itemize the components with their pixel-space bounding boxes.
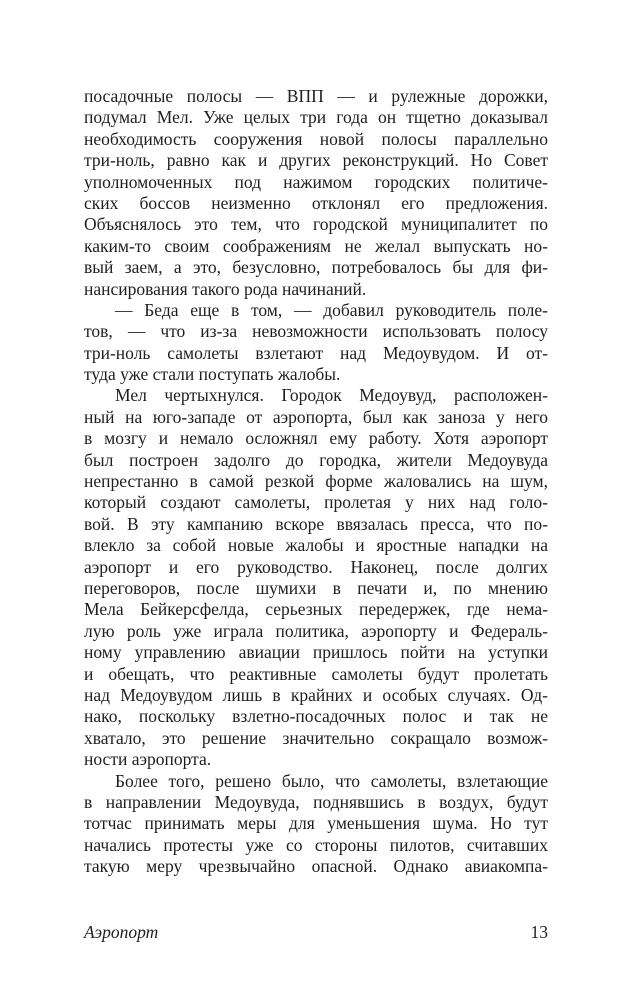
text-line: нансирования такого рода начинаний. xyxy=(84,278,367,299)
text-line: Более того, решено было, что самолеты, взлетающие xyxy=(115,770,548,791)
text-line: переговоров, после шумихи в печати и, по мнению xyxy=(84,577,548,598)
text-line: три-ноль самолеты взлетают над Медоувудом. И от- xyxy=(84,342,548,363)
text-line: посадочные полосы — ВПП — и рулежные дорожки, xyxy=(84,86,548,106)
text-line: три-ноль, равно как и других реконструкций. Но Совет xyxy=(84,150,548,171)
text-line: тотчас принимать меры для уменьшения шума. Но тут xyxy=(84,813,548,834)
text-line: вый заем, а это, безусловно, потребовалось бы для фи- xyxy=(84,257,548,278)
text-line: ный на юго-западе от аэропорта, был как заноза у него xyxy=(84,406,548,427)
text-line: туда уже стали поступать жалобы. xyxy=(84,364,341,385)
text-line: аэропорт и его руководство. Наконец, после долгих xyxy=(84,556,548,577)
text-line: Мела Бейкерсфелда, серьезных передержек, где нема- xyxy=(84,599,548,620)
page-number: 13 xyxy=(530,922,548,942)
text-line: над Медоувудом лишь в крайних и особых случаях. Од- xyxy=(84,684,548,705)
text-line: начались протесты уже со стороны пилотов, считавших xyxy=(84,834,548,855)
text-line: нако, поскольку взлетно-посадочных полос и так не xyxy=(84,706,548,727)
text-line: Объяснялось это тем, что городской муниципалитет по xyxy=(84,214,548,235)
text-line: подумал Мел. Уже целых три года он тщетно доказывал xyxy=(84,107,548,128)
text-line: в мозгу и немало осложнял ему работу. Хотя аэропорт xyxy=(84,428,548,449)
text-line: и обещать, что реактивные самолеты будут пролетать xyxy=(84,663,548,684)
text-line: Мел чертыхнулся. Городок Медоувуд, расположен- xyxy=(115,385,548,406)
page-body-text xyxy=(84,86,548,877)
text-line: ности аэропорта. xyxy=(84,749,212,770)
text-line: вой. В эту кампанию вскоре ввязалась пресса, что по- xyxy=(84,513,548,534)
text-line: такую меру чрезвычайно опасной. Однако авиакомпа- xyxy=(84,856,548,877)
text-line: в направлении Медоувуда, поднявшись в воздух, будут xyxy=(84,791,548,812)
text-line: ских боссов неизменно отклонял его предложения. xyxy=(84,192,548,213)
text-line: ному управлению авиации пришлось пойти на уступки xyxy=(84,642,548,663)
page-footer xyxy=(84,921,548,943)
text-line: уполномоченных под нажимом городских политиче- xyxy=(84,171,548,192)
text-line: влекло за собой новые жалобы и яростные нападки на xyxy=(84,535,548,556)
text-line: непрестанно в самой резкой форме жаловались на шум, xyxy=(84,471,548,492)
text-line: каким-то своим соображениям не желал выпускать но- xyxy=(84,235,548,256)
text-line: тов, — что из-за невозможности использовать полосу xyxy=(84,321,548,342)
text-line: лую роль уже играла политика, аэропорту и Федераль- xyxy=(84,620,548,641)
text-line: необходимость сооружения новой полосы параллельно xyxy=(84,128,548,149)
running-title: Аэропорт xyxy=(84,922,159,942)
text-line: был построен задолго до городка, жители Медоувуда xyxy=(84,449,548,470)
text-line: хватало, это решение значительно сокращало возмож- xyxy=(84,727,548,748)
text-line: — Беда еще в том, — добавил руководитель поле- xyxy=(115,299,548,320)
text-line: который создают самолеты, пролетая у них над голо- xyxy=(84,492,548,513)
